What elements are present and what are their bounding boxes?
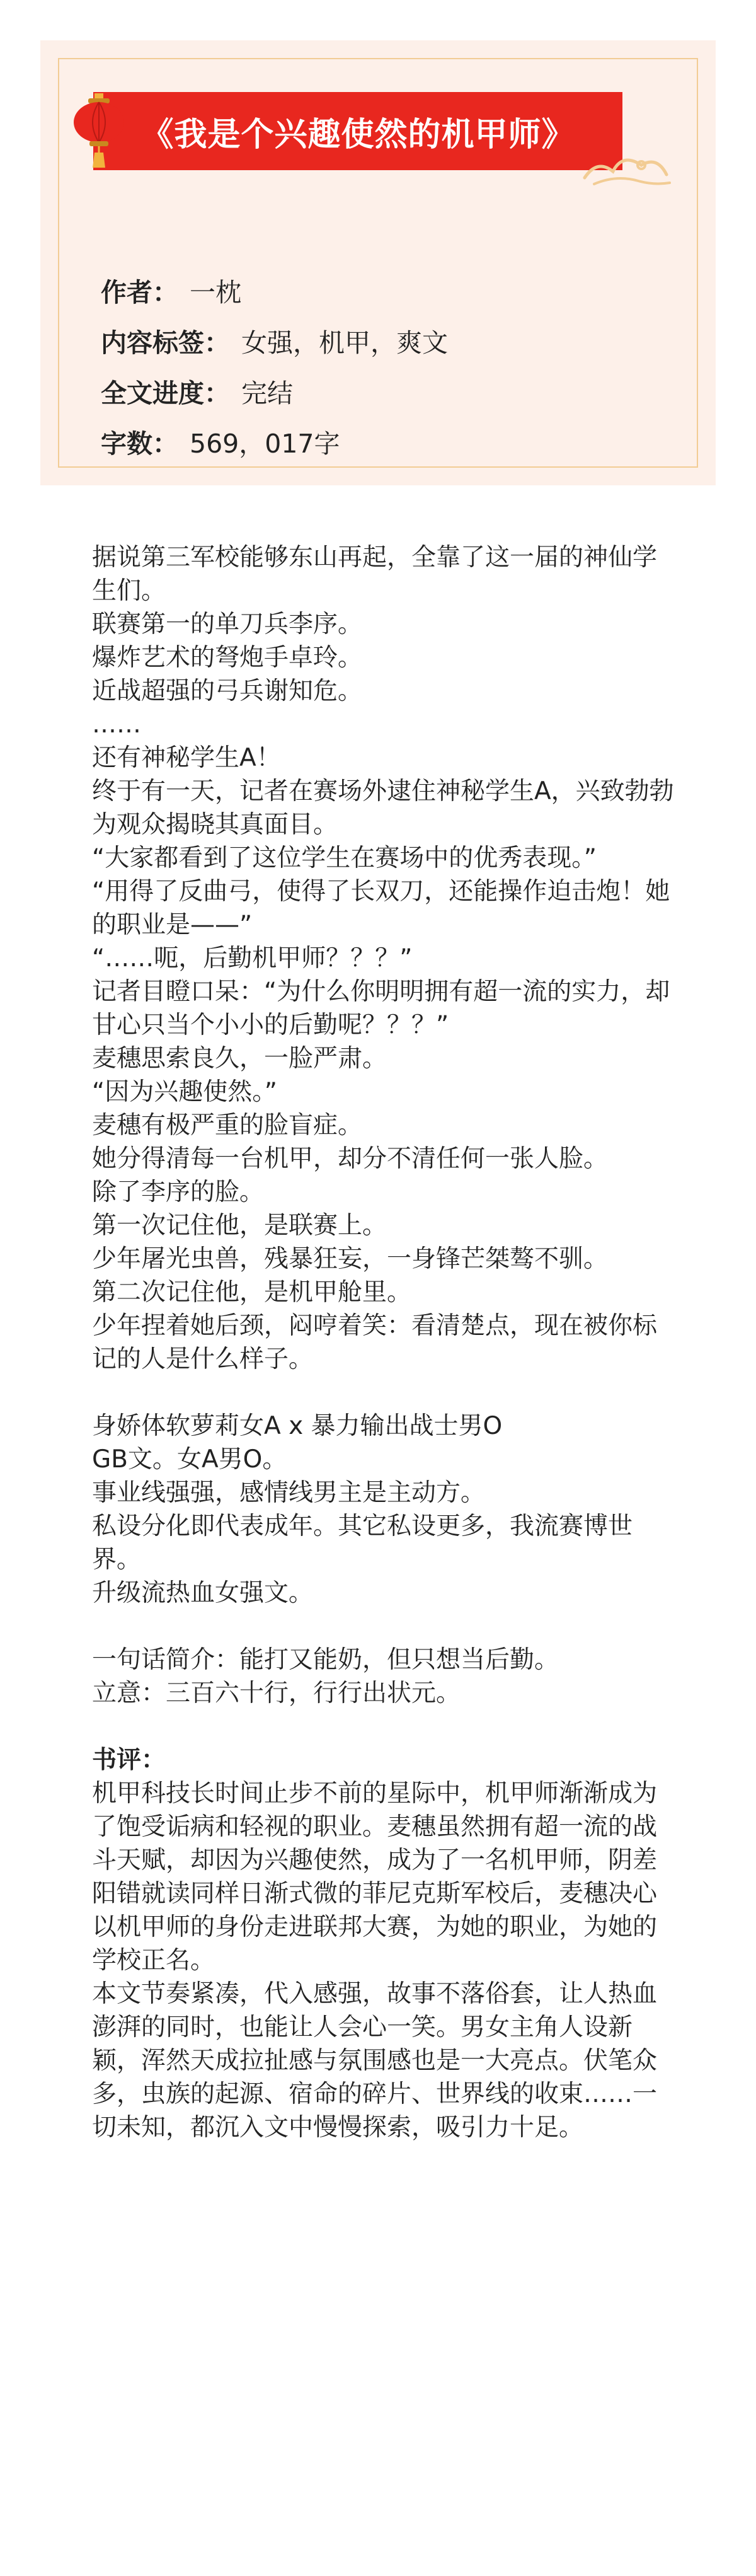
setting-line: 事业线强强，感情线男主是主动方。: [92, 1479, 486, 1507]
synopsis-line: 据说第三军校能够东山再起，全靠了这一届的神仙学生们。: [92, 543, 658, 605]
meta-key: 内容标签：: [101, 328, 230, 358]
setting-line: 私设分化即代表成年。其它私设更多，我流赛博世界。: [92, 1512, 633, 1574]
synopsis-line: 第二次记住他，是机甲舱里。: [92, 1278, 412, 1307]
spacer: [92, 1376, 675, 1409]
book-title: 《我是个兴趣使然的机甲师》: [140, 115, 575, 154]
review-heading: 书评：: [92, 1746, 166, 1774]
lantern-icon: [71, 93, 127, 169]
review-paragraph: 机甲科技长时间止步不前的星际中，机甲师渐渐成为了饱受诟病和轻视的职业。麦穗虽然拥有超一流的战斗天赋，却因为兴趣使然，成为了一名机甲师，阴差阳错就读同样日渐式微的菲尼克斯军校后，麦穗决心以机甲师的身份走进联邦大赛，为她的职业，为她的学校正名。: [92, 1779, 658, 1975]
synopsis-line: 终于有一天，记者在赛场外逮住神秘学生A，兴致勃勃为观众揭晓其真面目。: [92, 777, 674, 839]
book-info-card: [40, 40, 716, 485]
synopsis-line: ……: [92, 710, 141, 739]
meta-value: 一枕: [190, 277, 241, 308]
setting-line: GB文。女A男O。: [92, 1445, 287, 1474]
synopsis-line: 麦穗有极严重的脸盲症。: [92, 1111, 363, 1140]
synopsis-line: 还有神秘学生A！: [92, 744, 281, 772]
synopsis-line: 少年捏着她后颈，闷哼着笑：看清楚点，现在被你标记的人是什么样子。: [92, 1312, 658, 1373]
summary-line: 立意：三百六十行，行行出状元。: [92, 1679, 461, 1707]
meta-key: 作者：: [101, 277, 178, 308]
book-description: [92, 541, 675, 2144]
synopsis-line: 爆炸艺术的弩炮手卓玲。: [92, 644, 363, 672]
synopsis-line: 她分得清每一台机甲，却分不清任何一张人脸。: [92, 1145, 609, 1173]
synopsis-line: 记者目瞪口呆：“为什么你明明拥有超一流的实力，却甘心只当个小小的后勤呢？？？”: [92, 978, 670, 1039]
setting-line: 升级流热血女强文。: [92, 1579, 314, 1607]
meta-tags: [101, 318, 448, 368]
meta-value: 女强，机甲，爽文: [241, 328, 448, 358]
book-meta: [101, 267, 448, 469]
title-banner: [93, 92, 622, 170]
synopsis-line: 麦穗思索良久，一脸严肃。: [92, 1044, 387, 1073]
meta-progress: [101, 368, 448, 419]
synopsis-line: 近战超强的弓兵谢知危。: [92, 677, 363, 705]
cloud-ornament-icon: [578, 146, 673, 190]
meta-value: 569，017字: [190, 429, 340, 459]
synopsis-line: “大家都看到了这位学生在赛场中的优秀表现。”: [92, 844, 597, 872]
setting-line: 身娇体软萝莉女A x 暴力输出战士男O: [92, 1412, 503, 1440]
meta-key: 字数：: [101, 429, 178, 459]
synopsis-line: 联赛第一的单刀兵李序。: [92, 610, 363, 638]
meta-value: 完结: [241, 378, 293, 408]
synopsis-line: “用得了反曲弓，使得了长双刀，还能操作迫击炮！她的职业是——”: [92, 877, 670, 939]
synopsis-line: “因为兴趣使然。”: [92, 1078, 277, 1106]
spacer: [92, 1710, 675, 1743]
summary-line: 一句话简介：能打又能奶，但只想当后勤。: [92, 1646, 559, 1674]
meta-author: [101, 267, 448, 318]
synopsis-line: “……呃，后勤机甲师？？？”: [92, 944, 413, 973]
review-paragraph: 本文节奏紧凑，代入感强，故事不落俗套，让人热血澎湃的同时，也能让人会心一笑。男女主角人设新颖，浑然天成拉扯感与氛围感也是一大亮点。伏笔众多，虫族的起源、宿命的碎片、世界线的收束……一切未知，都沉入文中慢慢探索，吸引力十足。: [92, 1980, 658, 2142]
synopsis-line: 第一次记住他，是联赛上。: [92, 1211, 387, 1240]
meta-key: 全文进度：: [101, 378, 230, 408]
meta-word-count: [101, 419, 448, 469]
synopsis-line: 除了李序的脸。: [92, 1178, 265, 1206]
spacer: [92, 1610, 675, 1643]
synopsis-line: 少年屠光虫兽，残暴狂妄，一身锋芒桀骜不驯。: [92, 1245, 609, 1273]
